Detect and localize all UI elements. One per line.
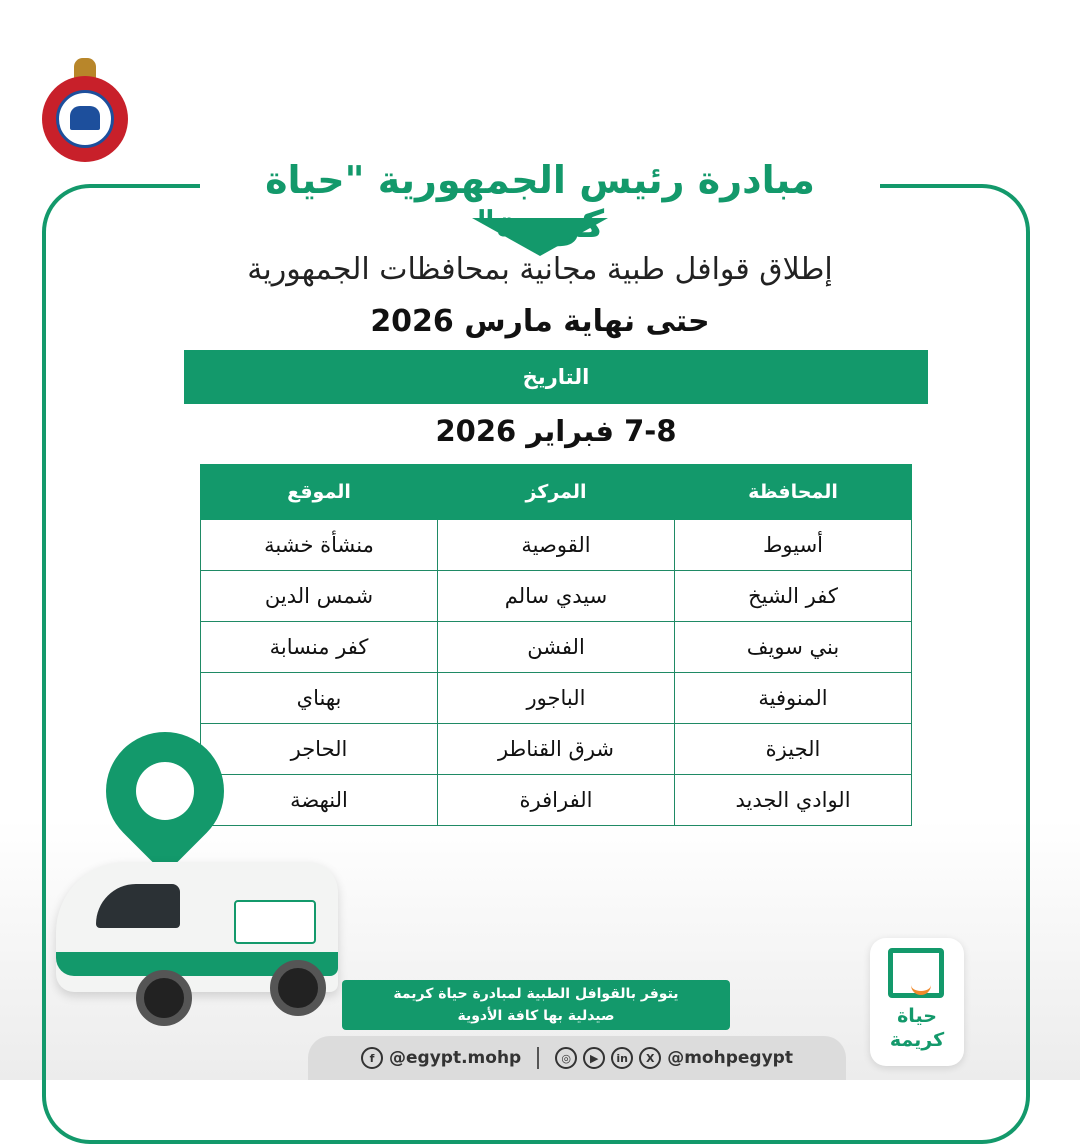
table-header-row (201, 465, 912, 520)
cell-governorate: المنوفية (675, 673, 912, 724)
logo-square (888, 948, 944, 998)
van-side-panel (234, 900, 316, 944)
social-divider (537, 1047, 539, 1069)
table-row (201, 775, 912, 826)
logo-line-2: كريمة (889, 1029, 945, 1051)
cell-center: الفرافرة (438, 775, 675, 826)
van-front-wheel (136, 970, 192, 1026)
pharmacy-info-box (342, 980, 730, 1030)
table-row (201, 673, 912, 724)
caravan-schedule-table (200, 464, 912, 826)
table-row (201, 571, 912, 622)
cell-governorate: كفر الشيخ (675, 571, 912, 622)
cell-location: الحاجر (201, 724, 438, 775)
logo-line-1: حياة (897, 1005, 937, 1027)
instagram-icon[interactable]: ◎ (555, 1047, 577, 1069)
cell-center: القوصية (438, 520, 675, 571)
social-media-bar (308, 1036, 846, 1080)
location-pin-hole (136, 762, 194, 820)
x-icon[interactable]: X (639, 1047, 661, 1069)
facebook-handle[interactable]: @egypt.mohp (389, 1048, 522, 1068)
cell-governorate: أسيوط (675, 520, 912, 571)
page-title: مبادرة رئيس الجمهورية "حياة كريمة" (265, 158, 815, 246)
van-rear-wheel (270, 960, 326, 1016)
table-row (201, 520, 912, 571)
smile-icon (911, 981, 931, 995)
social-handle[interactable]: @mohpegypt (667, 1048, 793, 1068)
cell-location: بهناي (201, 673, 438, 724)
column-header-center: المركز (438, 465, 675, 520)
cell-location: النهضة (201, 775, 438, 826)
youtube-icon[interactable]: ▶ (583, 1047, 605, 1069)
cell-center: الباجور (438, 673, 675, 724)
date-value: 7-8 فبراير 2026 (435, 414, 677, 448)
cell-center: شرق القناطر (438, 724, 675, 775)
cell-center: سيدي سالم (438, 571, 675, 622)
cell-location: كفر منسابة (201, 622, 438, 673)
facebook-icon[interactable]: f (361, 1047, 383, 1069)
date-header-bar: التاريخ (184, 350, 928, 404)
table-row (201, 622, 912, 673)
title-container (200, 150, 880, 246)
ministry-of-health-logo (42, 58, 128, 158)
subtitle-line-2: حتى نهاية مارس 2026 (370, 304, 710, 339)
cell-governorate: الجيزة (675, 724, 912, 775)
cell-governorate: بني سويف (675, 622, 912, 673)
subtitle-line-1: إطلاق قوافل طبية مجانية بمحافظات الجمهورية (247, 252, 833, 287)
cell-governorate: الوادي الجديد (675, 775, 912, 826)
title-pointer (472, 218, 608, 256)
info-line-1: يتوفر بالقوافل الطبية لمبادرة حياة كريمة (393, 986, 679, 1002)
cell-location: منشأة خشبة (201, 520, 438, 571)
cell-center: الفشن (438, 622, 675, 673)
table-row (201, 724, 912, 775)
hayah-karima-logo (870, 938, 964, 1066)
family-figure-icon (70, 106, 100, 130)
column-header-governorate: المحافظة (675, 465, 912, 520)
linkedin-icon[interactable]: in (611, 1047, 633, 1069)
cell-location: شمس الدين (201, 571, 438, 622)
column-header-location: الموقع (201, 465, 438, 520)
info-line-2: صيدلية بها كافة الأدوية (457, 1008, 615, 1024)
logo-text (870, 1004, 964, 1052)
